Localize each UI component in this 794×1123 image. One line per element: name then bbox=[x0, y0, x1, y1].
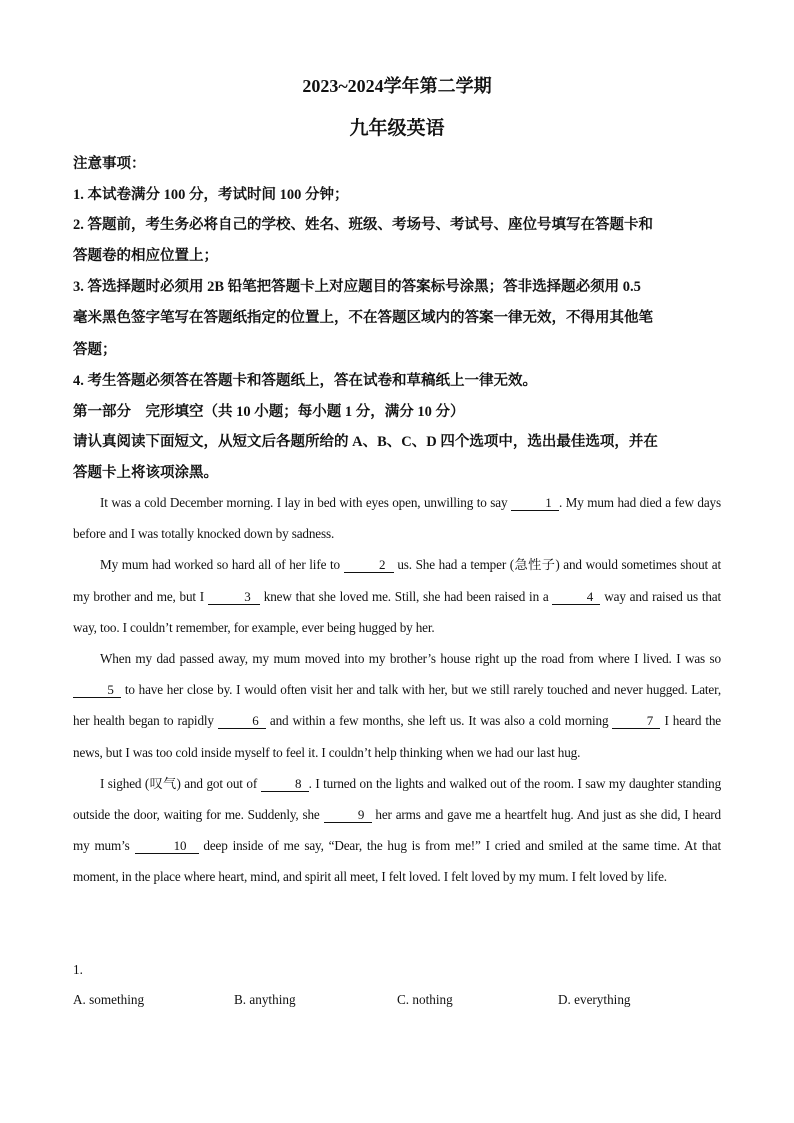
note-2-line-2: 答题卷的相应位置上； bbox=[73, 248, 218, 264]
note-3-line-2: 毫米黑色签字笔写在答题纸指定的位置上，不在答题区域内的答案一律无效，不得用其他笔 bbox=[73, 310, 653, 326]
blank-3: 3 bbox=[208, 590, 260, 605]
blank-1: 1 bbox=[511, 496, 559, 511]
passage-text: My mum had worked so hard all of her life to bbox=[100, 557, 344, 573]
passage-text: her arms and gave me a heartfelt hug. And just as she did, I heard my mum’s bbox=[73, 807, 721, 854]
note-3-line-1: 3. 答选择题时必须用 2B 铅笔把答题卡上对应题目的答案标号涂黑；答非选择题必须用 0.5 bbox=[73, 279, 641, 295]
note-3-line-3: 答题； bbox=[73, 342, 117, 358]
passage-text: I sighed (叹气) and got out of bbox=[100, 775, 261, 791]
passage-text: When my dad passed away, my mum moved into my brother’s house right up the road from where I lived. I was so bbox=[100, 651, 721, 667]
section-title: 第一部分 完形填空（共 10 小题；每小题 1 分，满分 10 分） bbox=[73, 404, 465, 420]
passage-paragraph-2 bbox=[73, 549, 721, 643]
passage-text: It was a cold December morning. I lay in bed with eyes open, unwilling to say bbox=[100, 495, 511, 510]
option-b[interactable]: B. anything bbox=[234, 992, 296, 1007]
option-a[interactable]: A. something bbox=[73, 992, 145, 1007]
question-1-number: 1. bbox=[73, 962, 83, 977]
passage-paragraph-3 bbox=[73, 643, 721, 768]
blank-7: 7 bbox=[612, 714, 660, 729]
passage-text: I heard the news, but I was too cold inside myself to feel it. I couldn’t help thinking when we had our last hug. bbox=[73, 713, 721, 760]
blank-4: 4 bbox=[552, 590, 600, 605]
blank-10: 10 bbox=[135, 839, 199, 854]
passage-paragraph-1 bbox=[73, 487, 721, 549]
passage-paragraph-4 bbox=[73, 768, 721, 893]
passage-text: knew that she loved me. Still, she had been raised in a bbox=[259, 588, 553, 604]
blank-5: 5 bbox=[73, 683, 121, 698]
passage-text: deep inside of me say, “Dear, the hug is from me!” I cried and smiled at the same time. At that moment, in the place where heart, mind, and spirit all meet, I felt loved. I felt loved by my mum. I felt loved by life. bbox=[73, 838, 722, 885]
section-instruction-line-2: 答题卡上将该项涂黑。 bbox=[73, 465, 218, 481]
section-instruction-line-1: 请认真阅读下面短文，从短文后各题所给的 A、B、C、D 四个选项中，选出最佳选项，并在 bbox=[73, 434, 658, 450]
cloze-passage bbox=[73, 487, 721, 893]
term-title: 2023~2024学年第二学期 bbox=[302, 76, 492, 96]
passage-text: . I turned on the lights and walked out of the room. I saw my daughter standing outside the door, waiting for me. Suddenly, she bbox=[73, 775, 722, 823]
blank-2: 2 bbox=[344, 558, 394, 573]
passage-text: and within a few months, she left us. It was also a cold morning bbox=[265, 713, 613, 729]
blank-9: 9 bbox=[324, 808, 372, 823]
passage-text: . My mum had died a few days before and I was totally knocked down by sadness. bbox=[73, 495, 721, 542]
blank-6: 6 bbox=[218, 714, 266, 729]
passage-text: us. She had a temper (急性子) and would sometimes shout at my brother and me, but I bbox=[73, 557, 721, 604]
subject-title: 九年级英语 bbox=[349, 118, 445, 139]
note-1: 1. 本试卷满分 100 分，考试时间 100 分钟； bbox=[73, 187, 349, 203]
passage-text: way and raised us that way, too. I couldn’t remember, for example, ever being hugged by her. bbox=[73, 588, 722, 635]
note-2-line-1: 2. 答题前，考生务必将自己的学校、姓名、班级、考场号、考试号、座位号填写在答题卡和 bbox=[73, 217, 653, 233]
passage-text: to have her close by. I would often visit her and talk with her, but we still rarely touched and never hugged. Later, her health began to rapidly bbox=[73, 682, 721, 729]
option-d[interactable]: D. everything bbox=[558, 992, 631, 1007]
option-c[interactable]: C. nothing bbox=[397, 992, 453, 1007]
notes-heading: 注意事项： bbox=[73, 156, 146, 172]
note-4: 4. 考生答题必须答在答题卡和答题纸上，答在试卷和草稿纸上一律无效。 bbox=[73, 373, 537, 389]
blank-8: 8 bbox=[261, 777, 309, 792]
